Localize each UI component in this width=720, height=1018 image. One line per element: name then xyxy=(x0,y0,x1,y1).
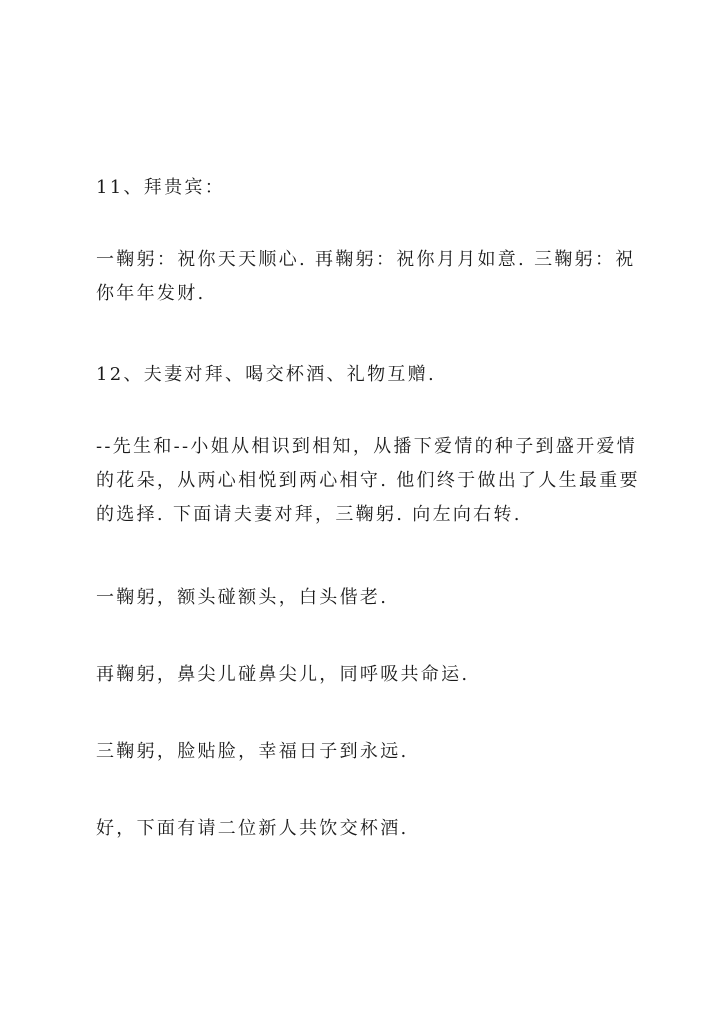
paragraph-couple-intro: --先生和--小姐从相识到相知，从播下爱情的种子到盛开爱情的花朵，从两心相悦到两心相守. 他们终于做出了人生最重要的选择. 下面请夫妻对拜，三鞠躬. 向左向右转. xyxy=(96,436,640,525)
section-heading-11: 11、拜贵宾： xyxy=(96,177,226,198)
paragraph-second-bow: 再鞠躬，鼻尖儿碰鼻尖儿，同呼吸共命运. xyxy=(96,664,470,685)
paragraph-bow-blessings: 一鞠躬：祝你天天顺心. 再鞠躬：祝你月月如意. 三鞠躬：祝你年年发财. xyxy=(96,249,636,304)
section-heading-12: 12、夫妻对拜、喝交杯酒、礼物互赠. xyxy=(96,364,437,385)
paragraph-third-bow: 三鞠躬，脸贴脸，幸福日子到永远. xyxy=(96,741,409,762)
paragraph-toast: 好，下面有请二位新人共饮交杯酒. xyxy=(96,818,409,839)
paragraph-first-bow: 一鞠躬，额头碰额头，白头偕老. xyxy=(96,587,389,608)
